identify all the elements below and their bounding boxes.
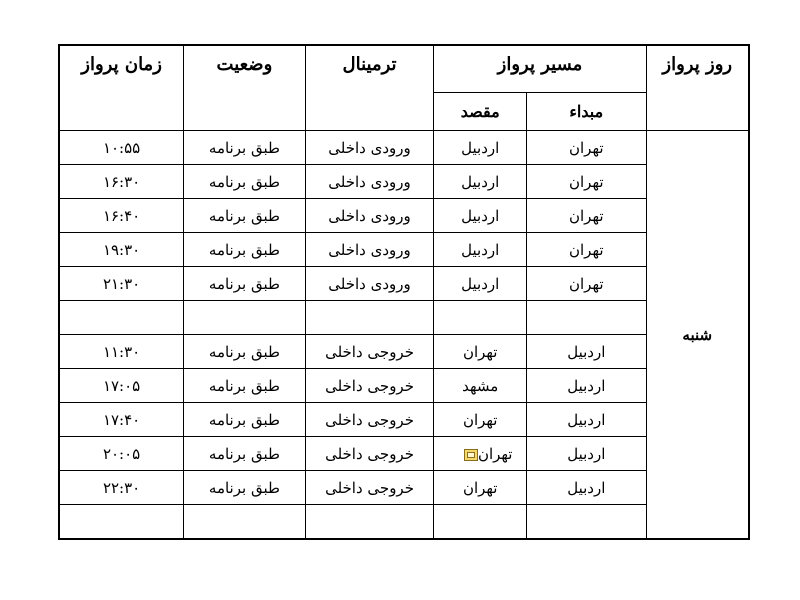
destination-cell: تهران [434,471,527,505]
status-cell: طبق برنامه [184,267,306,301]
table-row [59,267,749,301]
empty-row [59,301,749,335]
flight-schedule-table [58,44,750,540]
destination-text: تهران [477,444,513,463]
status-cell: طبق برنامه [184,199,306,233]
time-cell: ۲۲:۳۰ [59,471,184,505]
status-cell: طبق برنامه [184,233,306,267]
header-status: وضعيت [184,45,306,131]
table-row [59,199,749,233]
terminal-cell: خروجی داخلی [305,403,434,437]
day-cell: شنبه [646,131,749,540]
terminal-cell: ورودی داخلی [305,131,434,165]
origin-cell: اردبيل [527,403,646,437]
empty-row [59,505,749,540]
time-cell: ۲۰:۰۵ [59,437,184,471]
table-row [59,131,749,165]
time-cell: ۱۹:۳۰ [59,233,184,267]
terminal-cell: خروجی داخلی [305,471,434,505]
status-cell: طبق برنامه [184,335,306,369]
time-cell: ۱۰:۵۵ [59,131,184,165]
origin-cell: تهران [527,199,646,233]
header-time: زمان پرواز [59,45,184,131]
header-destination: مقصد [434,93,527,131]
status-cell: طبق برنامه [184,165,306,199]
origin-cell: اردبيل [527,335,646,369]
status-cell: طبق برنامه [184,437,306,471]
table-row [59,369,749,403]
table-row [59,233,749,267]
header-day: روز پرواز [646,45,749,131]
header-origin: مبداء [527,93,646,131]
time-cell: ۱۶:۴۰ [59,199,184,233]
terminal-cell: خروجی داخلی [305,335,434,369]
terminal-cell: ورودی داخلی [305,165,434,199]
destination-cell: اردبيل [434,267,527,301]
time-cell: ۲۱:۳۰ [59,267,184,301]
destination-cell: اردبيل [434,165,527,199]
comment-note-icon[interactable] [464,449,478,461]
destination-cell: اردبيل [434,131,527,165]
header-terminal: ترمينال [305,45,434,131]
terminal-cell: ورودی داخلی [305,233,434,267]
destination-cell: تهران [434,335,527,369]
destination-cell: اردبيل [434,199,527,233]
table-row [59,471,749,505]
time-cell: ۱۷:۰۵ [59,369,184,403]
terminal-cell: خروجی داخلی [305,437,434,471]
destination-cell: اردبيل [434,233,527,267]
table-row [59,437,749,471]
origin-cell: تهران [527,267,646,301]
status-cell: طبق برنامه [184,471,306,505]
terminal-cell: خروجی داخلی [305,369,434,403]
origin-cell: اردبيل [527,471,646,505]
header-route: مسیر پرواز [434,45,646,93]
destination-cell: مشهد [434,369,527,403]
status-cell: طبق برنامه [184,369,306,403]
origin-cell: تهران [527,165,646,199]
table-row [59,165,749,199]
origin-cell: اردبيل [527,437,646,471]
destination-cell-with-note [434,437,527,471]
terminal-cell: ورودی داخلی [305,267,434,301]
time-cell: ۱۶:۳۰ [59,165,184,199]
time-cell: ۱۷:۴۰ [59,403,184,437]
status-cell: طبق برنامه [184,403,306,437]
time-cell: ۱۱:۳۰ [59,335,184,369]
table-row [59,403,749,437]
destination-cell: تهران [434,403,527,437]
table-row [59,335,749,369]
origin-cell: تهران [527,233,646,267]
origin-cell: اردبيل [527,369,646,403]
status-cell: طبق برنامه [184,131,306,165]
origin-cell: تهران [527,131,646,165]
terminal-cell: ورودی داخلی [305,199,434,233]
